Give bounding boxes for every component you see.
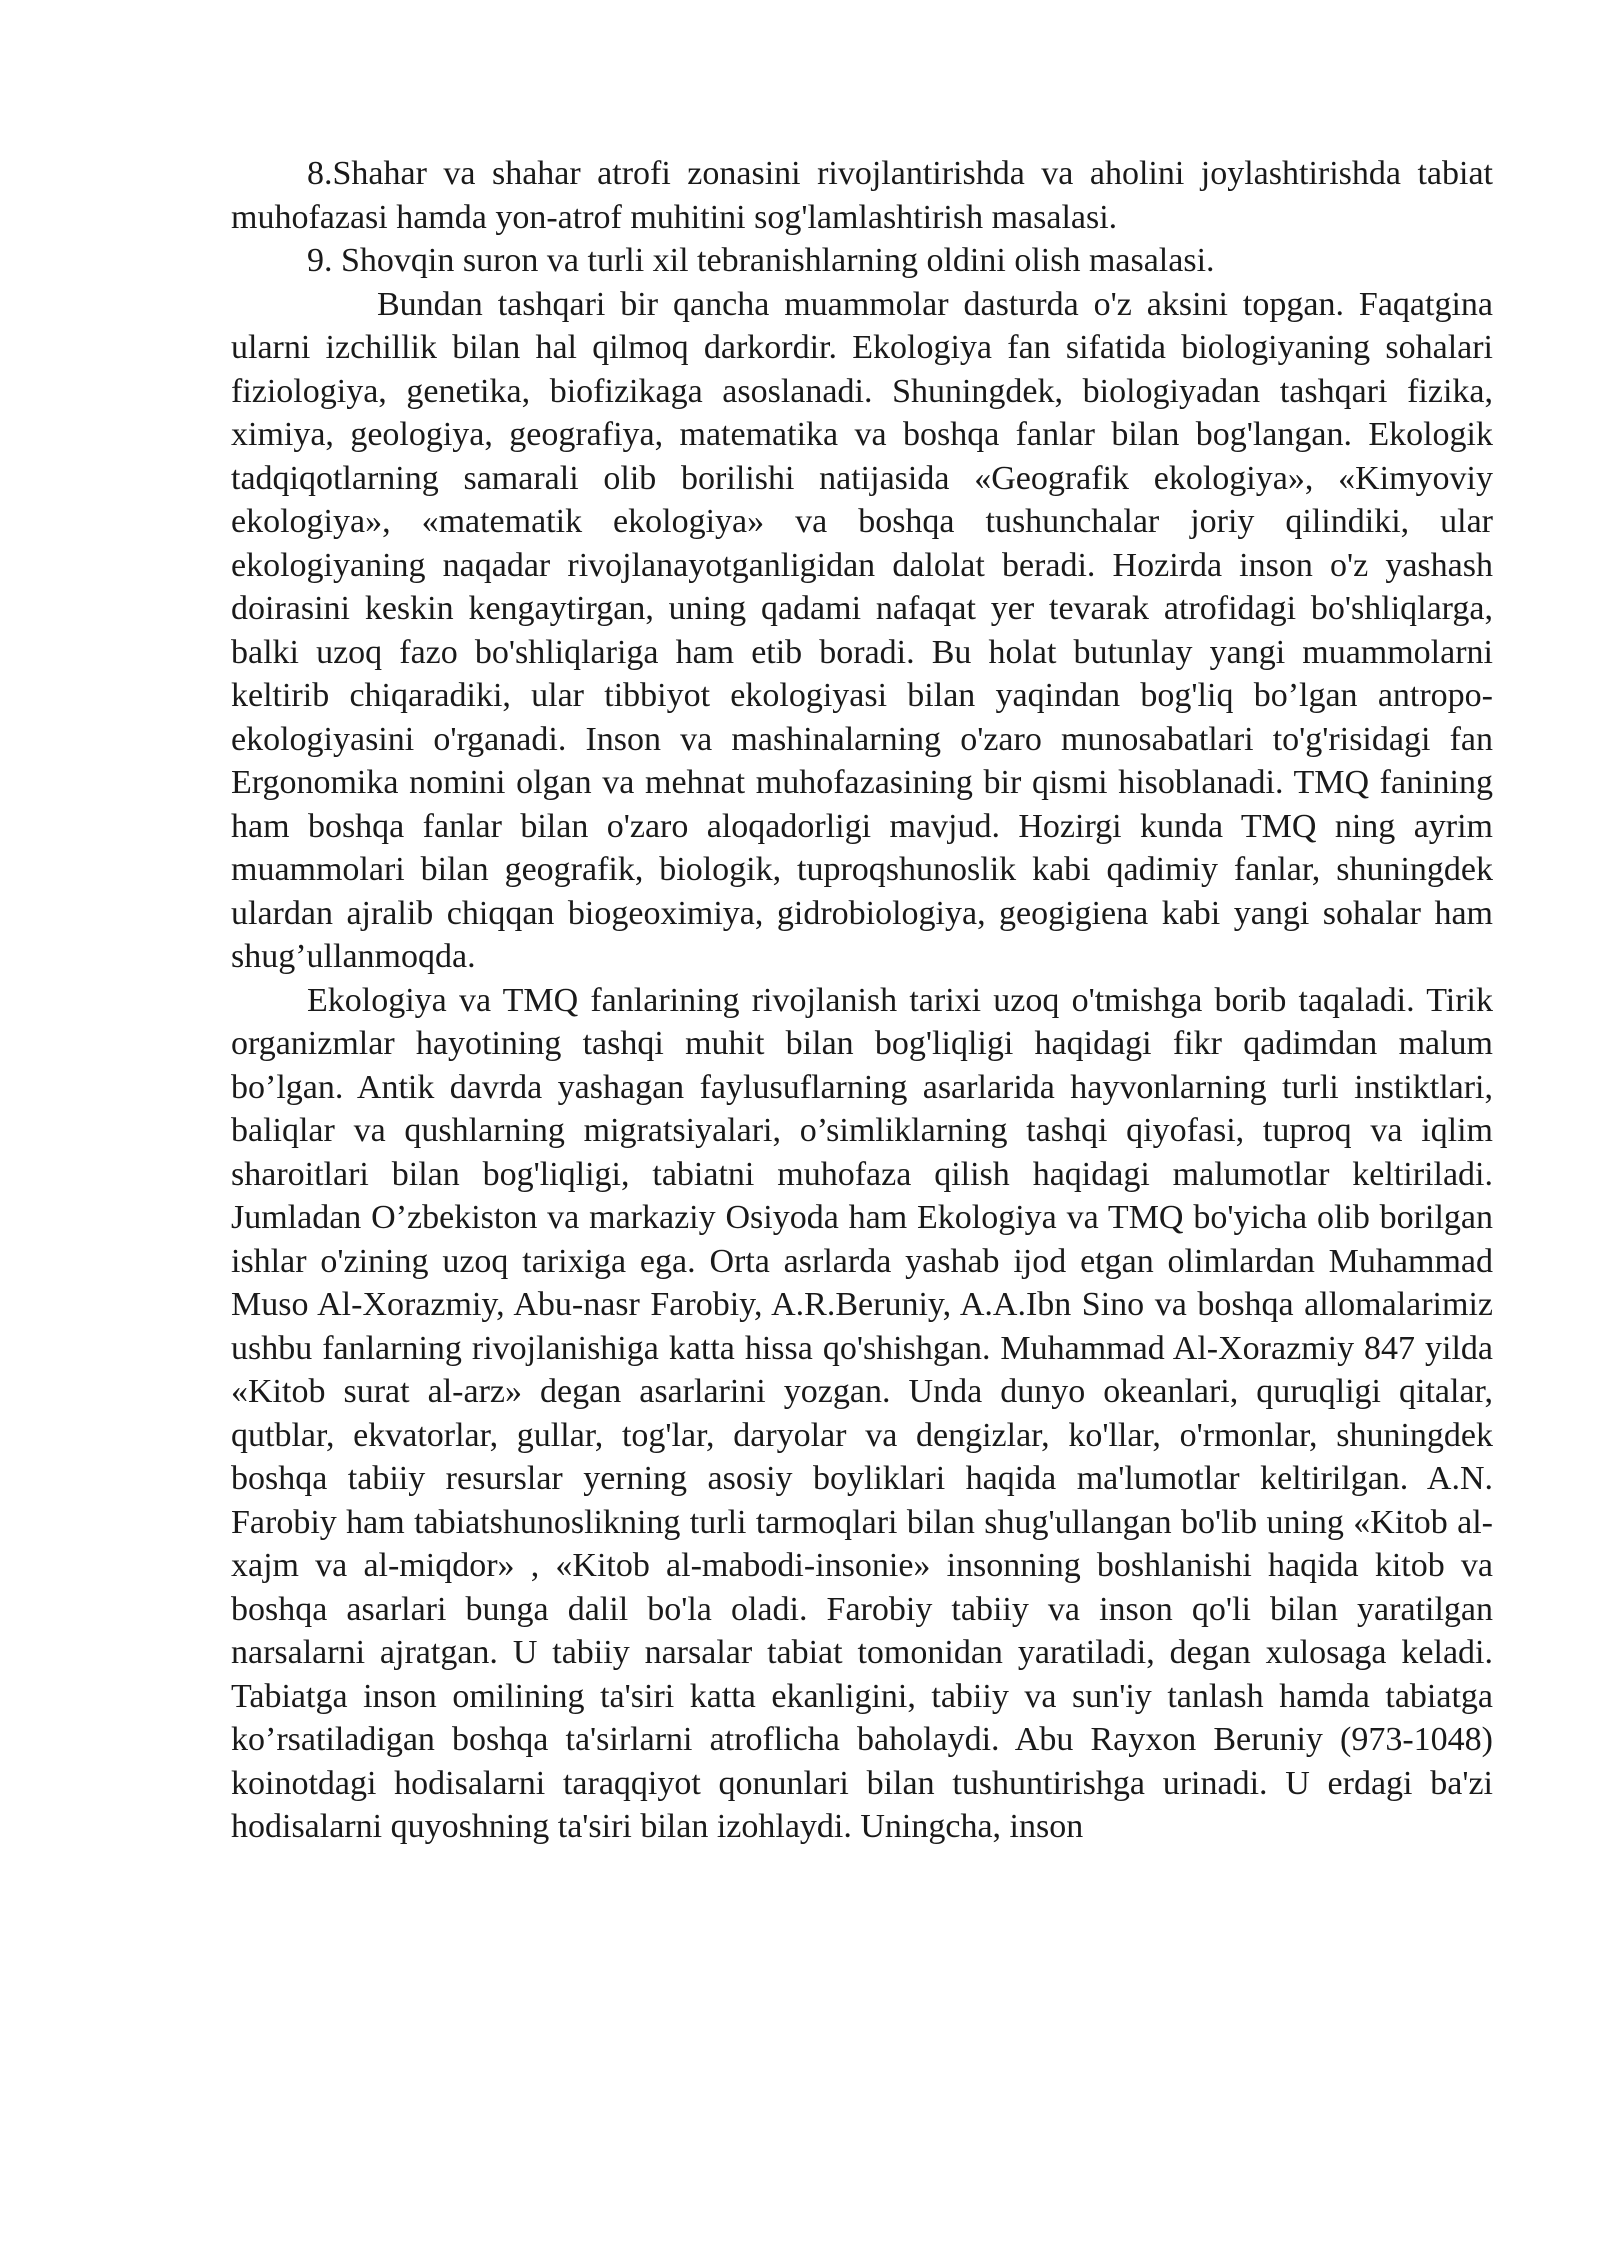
paragraph-history: Ekologiya va TMQ fanlarining rivojlanish tarixi uzoq o'tmishga borib taqaladi. Tirik organizmlar hayotining tashqi muhit bilan bog'liqligi haqidagi fikr qadimdan malum bo’lgan. Antik davrda yashagan faylusuflarning asarlarida hayvonlarning turli instiktlari, baliqlar va qushlarning migratsiyalari, o’simliklarning tashqi qiyofasi, tuproq va iqlim sharoitlari bilan bog'liqligi, tabiatni muhofaza qilish haqidagi malumotlar keltiriladi. Jumladan O’zbekiston va markaziy Osiyoda ham Ekologiya va TMQ bo'yicha olib borilgan ishlar o'zining uzoq tarixiga ega. Orta asrlarda yashab ijod etgan olimlardan Muhammad Muso Al-Xorazmiy, Abu-nasr Farobiy, A.R.Beruniy, A.A.Ibn Sino va boshqa allomalarimiz ushbu fanlarning rivojlanishiga katta hissa qo'shishgan. Muhammad Al-Xorazmiy 847 yilda «Kitob surat al-arz» degan asarlarini yozgan. Unda dunyo okeanlari, quruqligi qitalar, qutblar, ekvatorlar, gullar, tog'lar, daryolar va dengizlar, ko'llar, o'rmonlar, shuningdek boshqa tabiiy resurslar yerning asosiy boyliklari haqida ma'lumotlar keltirilgan. A.N. Farobiy ham tabiatshunoslikning turli tarmoqlari bilan shug'ullangan bo'lib uning «Kitob al-xajm va al-miqdor» , «Kitob al-mabodi-insonie» insonning boshlanishi haqida kitob va boshqa asarlari bunga dalil bo'la oladi. Farobiy tabiiy va inson qo'li bilan yaratilgan narsalarni ajratgan. U tabiiy narsalar tabiat tomonidan yaratiladi, degan xulosaga keladi. Tabiatga inson omilining ta'siri katta ekanligini, tabiiy va sun'iy tanlash hamda tabiatga ko’rsatiladigan boshqa ta'sirlarni atroflicha baholaydi. Abu Rayxon Beruniy (973-1048) koinotdagi hodisalarni taraqqiyot qonunlari bilan tushuntirishga urinadi. U erdagi ba'zi hodisalarni quyoshning ta'siri bilan izohlaydi. Uningcha, inson bbox=[231, 981, 1493, 1845]
document-page bbox=[231, 152, 1493, 1849]
paragraph-problems: Bundan tashqari bir qancha muammolar dasturda o'z aksini topgan. Faqatgina ularni izchillik bilan hal qilmoq darkordir. Ekologiya fan sifatida biologiyaning sohalari fiziologiya, genetika, biofizikaga asoslanadi. Shuningdek, biologiyadan tashqari fizika, ximiya, geologiya, geografiya, matematika va boshqa fanlar bilan bog'langan. Ekologik tadqiqotlarning samarali olib borilishi natijasida «Geografik ekologiya», «Kimyoviy ekologiya», «matematik ekologiya» va boshqa tushunchalar joriy qilindiki, ular ekologiyaning naqadar rivojlanayotganligidan dalolat beradi. Hozirda inson o'z yashash doirasini keskin kengaytirgan, uning qadami nafaqat yer tevarak atrofidagi bo'shliqlarga, balki uzoq fazo bo'shliqlariga ham etib boradi. Bu holat butunlay yangi muammolarni keltirib chiqaradiki, ular tibbiyot ekologiyasi bilan yaqindan bog'liq bo’lgan antropo-ekologiyasini o'rganadi. Inson va mashinalarning o'zaro munosabatlari to'g'risidagi fan Ergonomika nomini olgan va mehnat muhofazasining bir qismi hisoblanadi. TMQ fanining ham boshqa fanlar bilan o'zaro aloqadorligi mavjud. Hozirgi kunda TMQ ning ayrim muammolari bilan geografik, biologik, tuproqshunoslik kabi qadimiy fanlar, shuningdek ulardan ajralib chiqqan biogeoximiya, gidrobiologiya, geogigiena kabi yangi sohalar ham shug’ullanmoqda. bbox=[231, 285, 1493, 975]
list-item-9: 9. Shovqin suron va turli xil tebranishlarning oldini olish masalasi. bbox=[307, 242, 1215, 279]
list-item-8: 8.Shahar va shahar atrofi zonasini rivojlantirishda va aholini joylashtirishda tabiat muhofazasi hamda yon-atrof muhitini sog'lamlashtirish masalasi. bbox=[231, 155, 1493, 236]
